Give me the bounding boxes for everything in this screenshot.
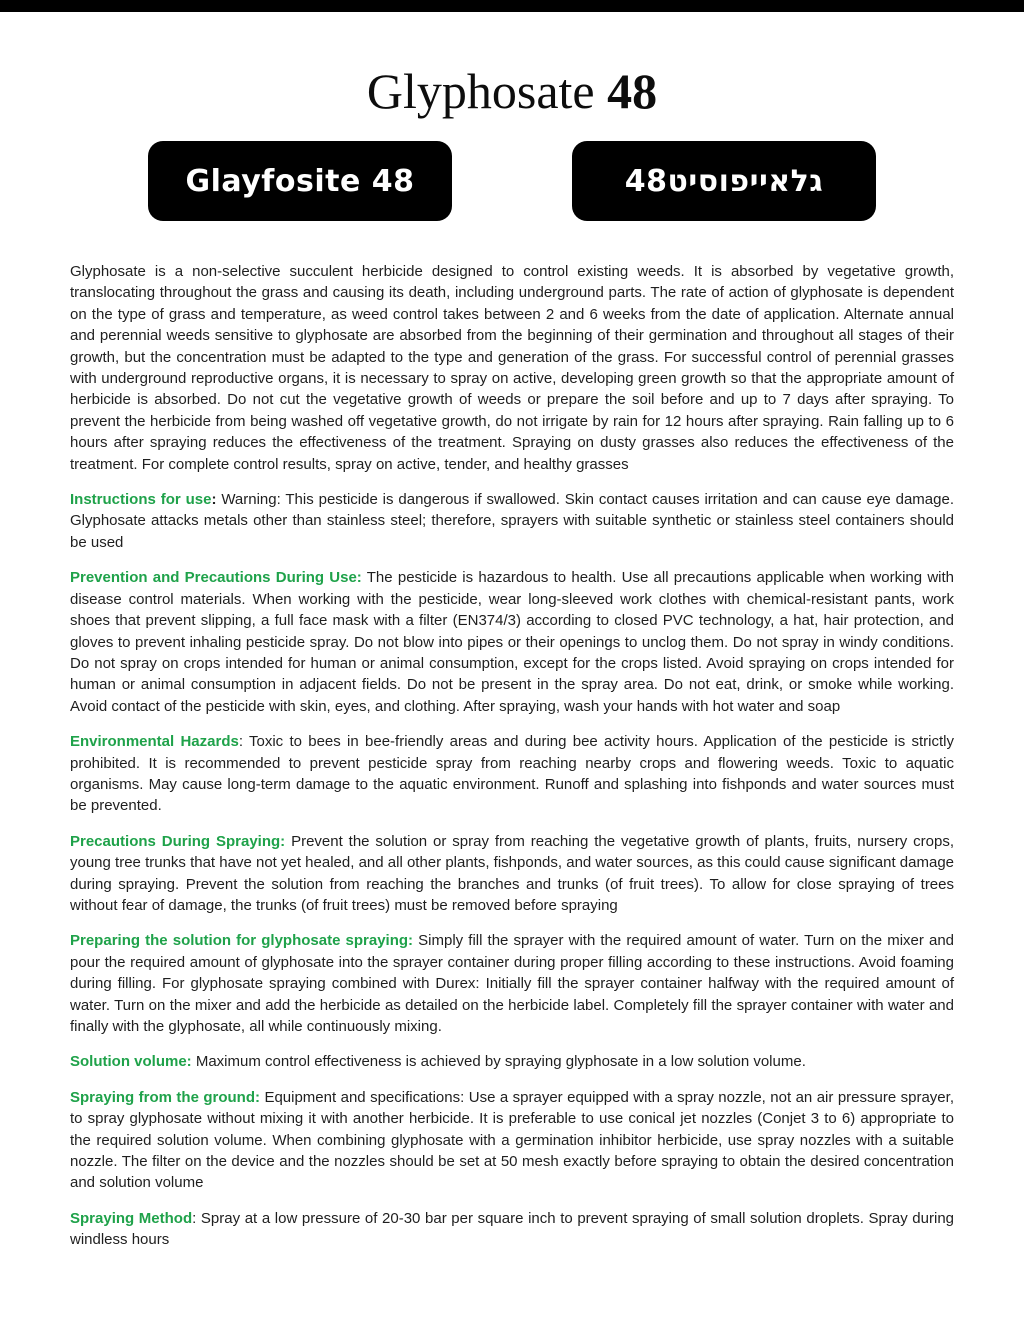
page-title-number: 48 bbox=[607, 63, 658, 119]
section-body-text: Prevent the solution or spray from reaching the vegetative growth of plants, fruits, nursery crops, young tree trunks that have not yet healed, and all other plants, fishponds, and water sources, as this could cause significant damage during spraying. Prevent the solution from reaching the branches and trunks (of fruit trees). To allow for close spraying of trees without fear of damage, the trunks (of fruit trees) must be removed before spraying bbox=[70, 832, 954, 914]
section-heading: Instructions for use bbox=[70, 491, 212, 509]
section-paragraph bbox=[70, 930, 954, 1037]
section-paragraph bbox=[70, 1051, 954, 1072]
document-sections bbox=[0, 221, 1024, 1251]
top-bar bbox=[0, 0, 1024, 12]
section-body-text: Glyphosate is a non-selective succulent herbicide designed to control existing weeds. It is absorbed by vegetative growth, translocating throughout the grass and causing its death, including underground parts. The rate of action of glyphosate is dependent on the type of grass and temperature, as weed control takes between 2 and 6 weeks from the date of application. Alternate annual and perennial weeds sensitive to glyphosate are absorbed from the beginning of their germination and throughout all stages of their growth, but the concentration must be adapted to the type and generation of the grass. For successful control of perennial grasses with underground reproductive organs, it is necessary to spray on active, developing green growth so that the appropriate amount of herbicide is absorbed. Do not cut the vegetative growth of weeds or prepare the soil before and up to 7 days after spraying. To prevent the herbicide from being washed off vegetative growth, do not irrigate by rain for 12 hours after spraying. Rain falling up to 6 hours after spraying reduces the effectiveness of the treatment. Spraying on dusty grasses also reduces the effectiveness of the treatment. For complete control results, spray on active, tender, and healthy grasses bbox=[70, 263, 954, 473]
section-heading: Solution volume: bbox=[70, 1053, 192, 1071]
section-paragraph bbox=[70, 567, 954, 717]
section-body-text: Simply fill the sprayer with the required amount of water. Turn on the mixer and pour the required amount of glyphosate into the sprayer container during proper filling according to these instructions. Avoid foaming during filling. For glyphosate spraying combined with Durex: Initially fill the sprayer container halfway with the required amount of water. Turn on the mixer and add the herbicide as detailed on the herbicide label. Completely fill the sprayer container with water and finally with the glyphosate, all while continuously mixing. bbox=[70, 932, 955, 1035]
section-paragraph bbox=[70, 1208, 954, 1251]
section-paragraph bbox=[70, 1087, 954, 1194]
section-body-text: Warning: This pesticide is dangerous if swallowed. Skin contact causes irritation and can cause eye damage. Glyphosate attacks metals other than stainless steel; therefore, sprayers with suitable synthetic or stainless steel containers should be used bbox=[70, 491, 954, 551]
section-heading: Spraying Method bbox=[70, 1209, 193, 1227]
section-heading-colon: : bbox=[211, 491, 217, 509]
section-paragraph bbox=[70, 731, 954, 817]
page-title bbox=[0, 64, 1024, 119]
section-paragraph bbox=[70, 489, 954, 553]
section-heading: Spraying from the ground: bbox=[70, 1088, 260, 1106]
section-heading: Environmental Hazards bbox=[70, 733, 239, 751]
section-body-text: Maximum control effectiveness is achieved by spraying glyphosate in a low solution volume. bbox=[191, 1053, 806, 1071]
section-heading-colon: : bbox=[192, 1209, 197, 1227]
badge-hebrew-name: גלאייפוסיט48 bbox=[572, 141, 876, 221]
section-body-text: Toxic to bees in bee-friendly areas and during bee activity hours. Application of the pesticide is strictly prohibited. It is recommended to prevent pesticide spray from reaching nearby crops and flowering weeds. Toxic to aquatic organisms. May cause long-term damage to the aquatic environment. Runoff and splashing into fishponds and water sources must be prevented. bbox=[70, 733, 954, 815]
product-name-badges bbox=[0, 141, 1024, 221]
section-heading: Preparing the solution for glyphosate spraying: bbox=[70, 932, 414, 950]
section-paragraph bbox=[70, 831, 954, 917]
section-body-text: Spray at a low pressure of 20-30 bar per square inch to prevent spraying of small solution droplets. Spray during windless hours bbox=[70, 1209, 955, 1249]
section-heading-colon: : bbox=[238, 733, 243, 751]
badge-english-name: Glayfosite 48 bbox=[148, 141, 452, 221]
section-paragraph bbox=[70, 261, 954, 475]
section-body-text: Equipment and specifications: Use a sprayer equipped with a spray nozzle, not an air pressure sprayer, to spray glyphosate without mixing it with another herbicide. It is preferable to use conical jet nozzles (Conjet 3 to 6) appropriate to the required solution volume. When combining glyphosate with a germination inhibitor herbicide, use spray nozzles with a suitable nozzle. The filter on the device and the nozzles should be set at 50 mesh exactly before spraying to obtain the desired concentration and solution volume bbox=[70, 1088, 954, 1192]
page-title-text: Glyphosate bbox=[366, 63, 595, 119]
section-heading: Prevention and Precautions During Use: bbox=[70, 569, 362, 587]
section-body-text: The pesticide is hazardous to health. Use all precautions applicable when working with disease control materials. When working with the pesticide, wear long-sleeved work clothes with chemical-resistant pants, work shoes that prevent slipping, a full face mask with a filter (EN374/3) according to closed PVC technology, a hat, hair protection, and gloves to prevent inhaling pesticide spray. Do not blow into pipes or their openings to unclog them. Do not spray in windy conditions. Do not spray on crops intended for human or animal consumption, except for the crops listed. Avoid spraying on crops intended for human or animal consumption in adjacent fields. Do not be present in the spray area. Do not eat, drink, or smoke while working. Avoid contact of the pesticide with skin, eyes, and clothing. After spraying, wash your hands with hot water and soap bbox=[70, 569, 954, 715]
section-heading: Precautions During Spraying: bbox=[70, 832, 286, 850]
